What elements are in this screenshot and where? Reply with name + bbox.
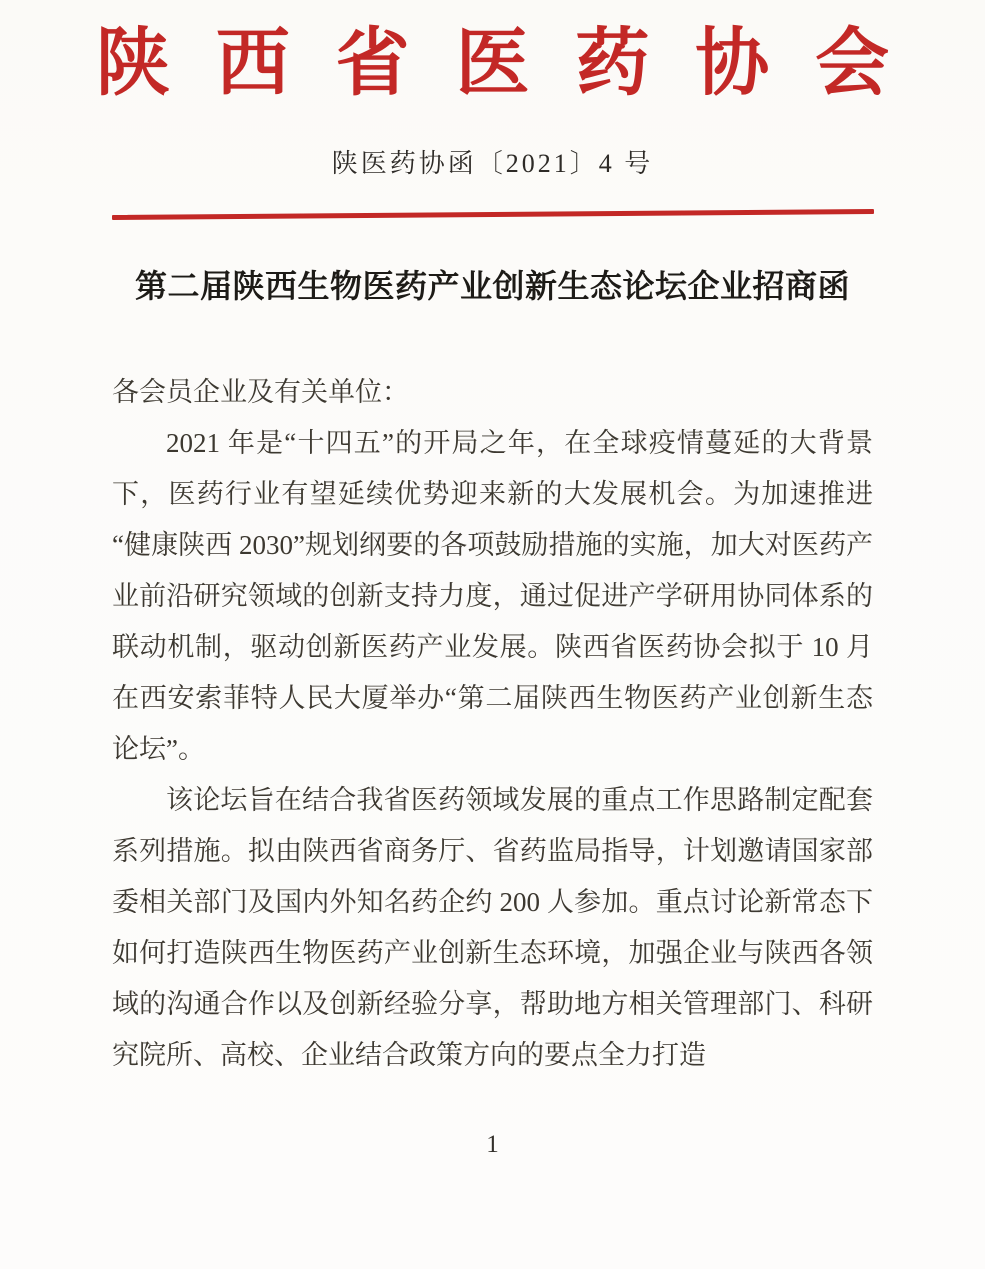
paragraph-2: 该论坛旨在结合我省医药领域发展的重点工作思路制定配套系列措施。拟由陕西省商务厅、省药监局指导，计划邀请国家部委相关部门及国内外知名药企约 200 人参加。重点讨论新常态下如何打造陕西生物医药产业创新生态环境，加强企业与陕西各领域的沟通合作以及创新经验分享，帮助地方相关管理部门、科研究院所、高校、企业结合政策方向的要点全力打造 <box>112 784 873 1070</box>
letterhead-divider-rule <box>111 209 873 219</box>
paragraph-1: 2021 年是“十四五”的开局之年，在全球疫情蔓延的大背景下，医药行业有望延续优势迎来新的大发展机会。为加速推进“健康陕西 2030”规划纲要的各项鼓励措施的实施，加大对医药产业前沿研究领域的创新支持力度，通过促进产学研用协同体系的联动机制，驱动创新医药产业发展。陕西省医药协会拟于 10 月在西安索菲特人民大厦举办“第二届陕西生物医药产业创新生态论坛”。 <box>112 427 873 764</box>
organization-title: 陕西省医药协会 <box>95 23 936 105</box>
letter-body <box>0 261 985 1081</box>
letterhead <box>0 0 985 217</box>
page-number: 1 <box>486 1131 499 1158</box>
document-reference-number: 陕医药协函〔2021〕4 号 <box>331 149 654 179</box>
letter-title: 第二届陕西生物医药产业创新生态论坛企业招商函 <box>134 267 850 304</box>
salutation: 各会员企业及有关单位： <box>112 376 409 407</box>
